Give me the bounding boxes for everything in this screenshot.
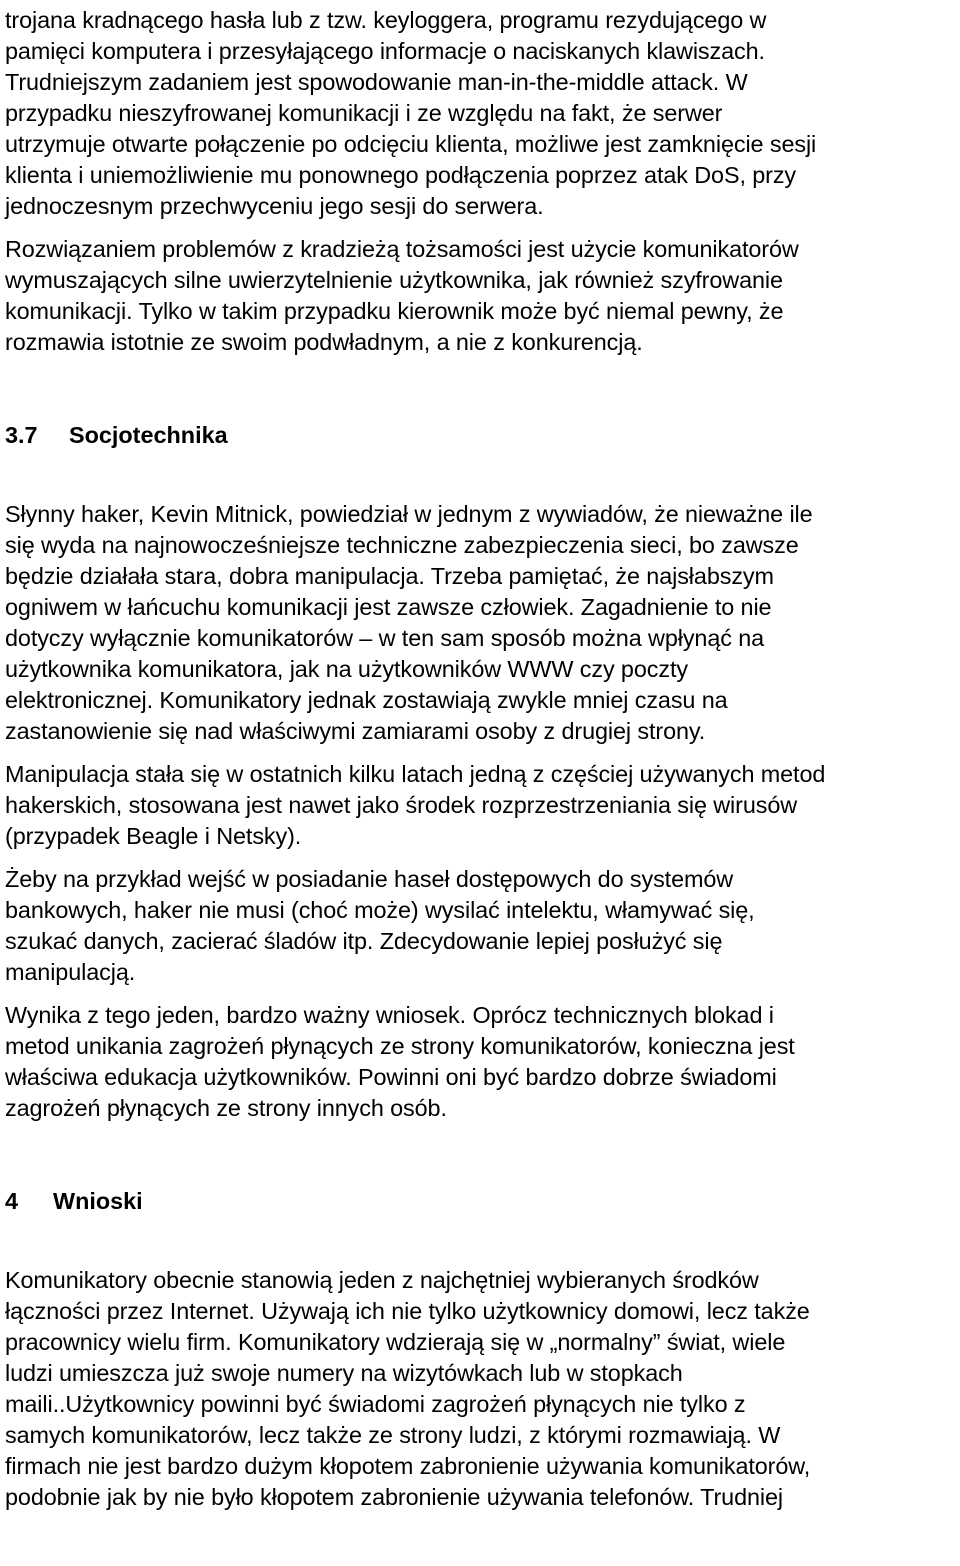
- paragraph-manipulation: [5, 759, 960, 852]
- text-line: firmach nie jest bardzo dużym kłopotem zabronienie używania komunikatorów,: [5, 1453, 811, 1479]
- text-line: zagrożeń płynących ze strony innych osób.: [5, 1095, 447, 1121]
- text-line: maili..Użytkownicy powinni być świadomi zagrożeń płynących nie tylko z: [5, 1391, 746, 1417]
- text-line: właściwa edukacja użytkowników. Powinni oni być bardzo dobrze świadomi: [5, 1064, 777, 1090]
- text-line: (przypadek Beagle i Netsky).: [5, 823, 302, 849]
- text-line: łączności przez Internet. Używają ich nie tylko użytkownicy domowi, lecz także: [5, 1298, 810, 1324]
- section-title: Socjotechnika: [69, 422, 228, 448]
- text-line: jednoczesnym przechwyceniu jego sesji do serwera.: [5, 193, 544, 219]
- text-line: bankowych, haker nie musi (choć może) wysilać intelektu, włamywać się,: [5, 897, 755, 923]
- paragraph-conclusion-education: [5, 1000, 960, 1124]
- text-line: podobnie jak by nie było kłopotem zabronienie używania telefonów. Trudniej: [5, 1484, 783, 1510]
- text-line: zastanowienie się nad właściwymi zamiarami osoby z drugiej strony.: [5, 718, 706, 744]
- text-line: trojana kradnącego hasła lub z tzw. keyloggera, programu rezydującego w: [5, 7, 767, 33]
- document-page: [5, 0, 960, 1513]
- text-line: Rozwiązaniem problemów z kradzieżą tożsamości jest użycie komunikatorów: [5, 236, 799, 262]
- text-line: metod unikania zagrożeń płynących ze strony komunikatorów, konieczna jest: [5, 1033, 795, 1059]
- section-title: Wnioski: [53, 1188, 143, 1214]
- text-line: rozmawia istotnie ze swoim podwładnym, a nie z konkurencją.: [5, 329, 643, 355]
- text-line: się wyda na najnowocześniejsze techniczne zabezpieczenia sieci, bo zawsze: [5, 532, 799, 558]
- paragraph-mitm: [5, 5, 960, 222]
- text-line: użytkownika komunikatora, jak na użytkowników WWW czy poczty: [5, 656, 688, 682]
- text-line: elektronicznej. Komunikatory jednak zostawiają zwykle mniej czasu na: [5, 687, 728, 713]
- section-heading-wnioski: [5, 1186, 960, 1217]
- text-line: przypadku nieszyfrowanej komunikacji i ze względu na fakt, że serwer: [5, 100, 723, 126]
- paragraph-bank-passwords: [5, 864, 960, 988]
- text-line: Wynika z tego jeden, bardzo ważny wniosek. Oprócz technicznych blokad i: [5, 1002, 774, 1028]
- text-line: ogniwem w łańcuchu komunikacji jest zawsze człowiek. Zagadnienie to nie: [5, 594, 772, 620]
- text-line: Słynny haker, Kevin Mitnick, powiedział w jednym z wywiadów, że nieważne ile: [5, 501, 813, 527]
- paragraph-identity-theft: [5, 234, 960, 358]
- text-line: hakerskich, stosowana jest nawet jako środek rozprzestrzeniania się wirusów: [5, 792, 798, 818]
- section-heading-socjotechnika: [5, 420, 960, 451]
- text-line: szukać danych, zacierać śladów itp. Zdecydowanie lepiej posłużyć się: [5, 928, 723, 954]
- text-line: pracownicy wielu firm. Komunikatory wdzierają się w „normalny” świat, wiele: [5, 1329, 786, 1355]
- text-line: samych komunikatorów, lecz także ze strony ludzi, z którymi rozmawiają. W: [5, 1422, 781, 1448]
- text-line: pamięci komputera i przesyłającego informacje o naciskanych klawiszach.: [5, 38, 765, 64]
- paragraph-mitnick: [5, 499, 960, 747]
- text-line: Komunikatory obecnie stanowią jeden z najchętniej wybieranych środków: [5, 1267, 759, 1293]
- text-line: utrzymuje otwarte połączenie po odcięciu klienta, możliwe jest zamknięcie sesji: [5, 131, 817, 157]
- text-line: będzie działała stara, dobra manipulacja. Trzeba pamiętać, że najsłabszym: [5, 563, 774, 589]
- text-line: Żeby na przykład wejść w posiadanie haseł dostępowych do systemów: [5, 866, 734, 892]
- text-line: wymuszających silne uwierzytelnienie użytkownika, jak również szyfrowanie: [5, 267, 783, 293]
- text-line: klienta i uniemożliwienie mu ponownego podłączenia poprzez atak DoS, przy: [5, 162, 797, 188]
- text-line: Trudniejszym zadaniem jest spowodowanie man-in-the-middle attack. W: [5, 69, 748, 95]
- paragraph-wnioski: [5, 1265, 960, 1513]
- section-number: 4: [5, 1188, 19, 1214]
- section-number: 3.7: [5, 422, 38, 448]
- text-line: komunikacji. Tylko w takim przypadku kierownik może być niemal pewny, że: [5, 298, 784, 324]
- text-line: ludzi umieszcza już swoje numery na wizytówkach lub w stopkach: [5, 1360, 683, 1386]
- text-line: manipulacją.: [5, 959, 136, 985]
- text-line: Manipulacja stała się w ostatnich kilku latach jedną z częściej używanych metod: [5, 761, 826, 787]
- text-line: dotyczy wyłącznie komunikatorów – w ten sam sposób można wpłynąć na: [5, 625, 765, 651]
